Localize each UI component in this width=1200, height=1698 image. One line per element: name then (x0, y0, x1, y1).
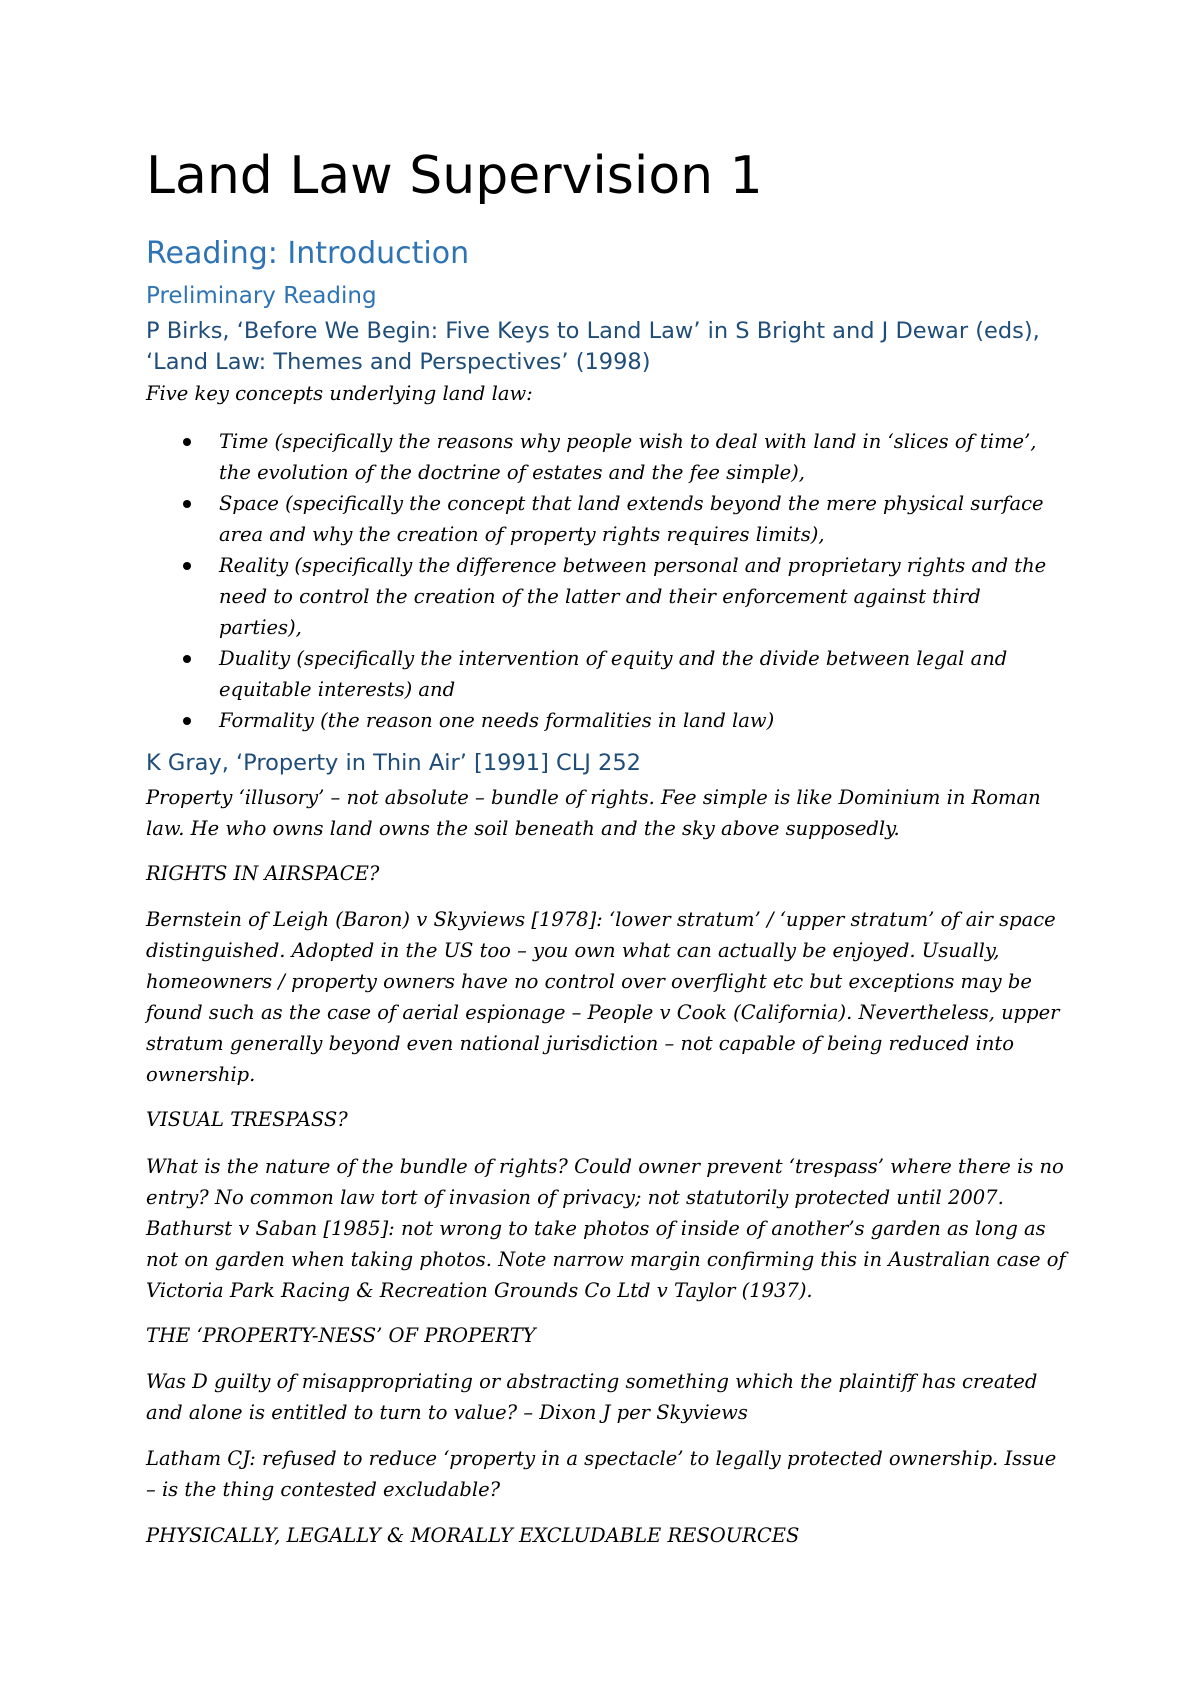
list-item (146, 705, 1066, 736)
list-item (146, 643, 1066, 705)
section-heading-reading: Reading: Introduction (146, 236, 470, 271)
five-keys-list (146, 426, 1066, 736)
gray-heading-propertyness: THE ‘PROPERTY-NESS’ OF PROPERTY (146, 1324, 536, 1347)
subsection-heading-preliminary: Preliminary Reading (146, 283, 377, 309)
gray-paragraph-visual-trespass: What is the nature of the bundle of rights? Could owner prevent ‘trespass’ where there is no entry? No common law tort of invasion of privacy; not statutorily protected until 2007. Bathurst v Saban [1985]: not wrong to take photos of inside of another’s garden as long as not on garden when taking photos. Note narrow margin confirming this in Australian case of Victoria Park Racing & Recreation Grounds Co Ltd v Taylor (1937). (146, 1155, 1066, 1302)
bullet-icon (183, 655, 191, 663)
gray-paragraph-latham: Latham CJ: refused to reduce ‘property in a spectacle’ to legally protected ownership. Issue – is the thing contested excludable? (146, 1447, 1057, 1501)
document-title: Land Law Supervision 1 (146, 146, 763, 206)
gray-heading-excludable: PHYSICALLY, LEGALLY & MORALLY EXCLUDABLE RESOURCES (146, 1524, 800, 1547)
bullet-icon (183, 717, 191, 725)
birks-intro: Five key concepts underlying land law: (146, 382, 533, 405)
gray-heading-airspace: RIGHTS IN AIRSPACE? (146, 862, 380, 885)
bullet-icon (183, 562, 191, 570)
bullet-icon (183, 438, 191, 446)
gray-heading-visual-trespass: VISUAL TRESPASS? (146, 1108, 348, 1131)
list-item (146, 550, 1066, 643)
list-item-text: Reality (specifically the difference between personal and proprietary rights and the need to control the creation of the latter and their enforcement against third parties), (219, 554, 1047, 639)
list-item-text: Duality (specifically the intervention of equity and the divide between legal and equitable interests) and (219, 647, 1008, 701)
reading-heading-birks: P Birks, ‘Before We Begin: Five Keys to Land Law’ in S Bright and J Dewar (eds), ‘Land Law: Themes and Perspectives’ (1998) (146, 318, 1040, 375)
list-item (146, 426, 1066, 488)
gray-paragraph-dixon: Was D guilty of misappropriating or abstracting something which the plaintiff has created and alone is entitled to turn to value? – Dixon J per Skyviews (146, 1370, 1038, 1424)
bullet-icon (183, 500, 191, 508)
list-item-text: Time (specifically the reasons why people wish to deal with land in ‘slices of time’, the evolution of the doctrine of estates and the fee simple), (219, 430, 1037, 484)
gray-paragraph-1: Property ‘illusory’ – not absolute – bundle of rights. Fee simple is like Dominium in Roman law. He who owns land owns the soil beneath and the sky above supposedly. (146, 786, 1041, 840)
list-item-text: Space (specifically the concept that land extends beyond the mere physical surface area and why the creation of property rights requires limits), (219, 492, 1044, 546)
list-item-text: Formality (the reason one needs formalities in land law) (219, 709, 775, 732)
list-item (146, 488, 1066, 550)
reading-heading-gray: K Gray, ‘Property in Thin Air’ [1991] CLJ 252 (146, 750, 641, 776)
gray-paragraph-airspace: Bernstein of Leigh (Baron) v Skyviews [1978]: ‘lower stratum’ / ‘upper stratum’ of air space distinguished. Adopted in the US too – you own what can actually be enjoyed. Usually, homeowners / property owners have no control over overflight etc but exceptions may be found such as the case of aerial espionage – People v Cook (California). Nevertheless, upper stratum generally beyond even national jurisdiction – not capable of being reduced into ownership. (146, 908, 1060, 1086)
